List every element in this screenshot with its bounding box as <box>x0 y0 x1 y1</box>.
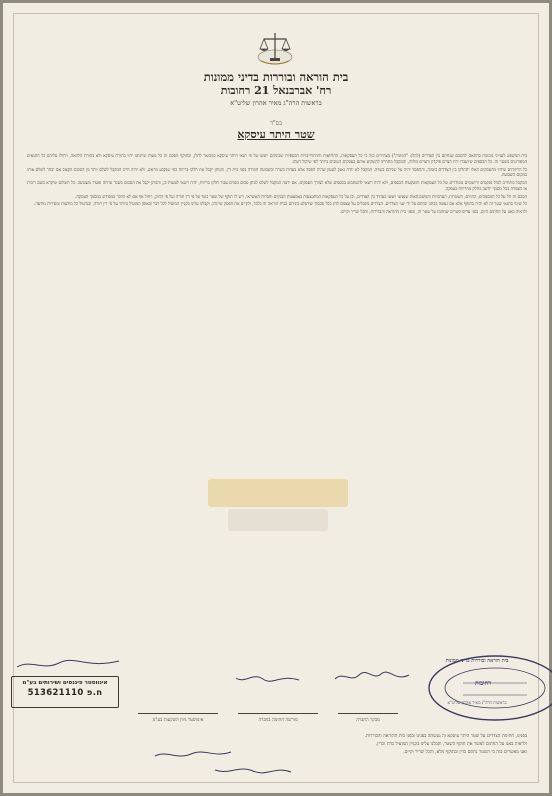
bsd-mark: בס"ד <box>270 120 282 127</box>
body-paragraph: המקבל מתחייב לנהל פנקסים ורישומים מסודרים של כל העסקאות והשקעות הכספים, ולא יהיה רשאי להשתמש בכספים שלא לצורך העסקים. אם ירצה המקבל לשלם לנותן סכום מסוים עבור חלקו בריווח, יהיה רשאי לעשות כן, והנותן יקבל את הסכום כשכר טרחה ופטור משבועה. כל תשלום שיקרא בשם ריבית או הצמדה בכל מסמך יחשב כחלק מהריווח בעסקה. <box>27 180 527 191</box>
stamp-company-number: ח.פ 513621110 <box>27 688 103 698</box>
footer-line: בפנינו, חתימת הצדדים על שטר היתר עיסקא זה נעשתה בפנינו ובפני בית ההוראה והבוררות. <box>364 734 527 739</box>
signature-label: אינווסטר גיוון השקעות בע"מ <box>152 718 204 723</box>
body-paragraph: כל שינוי בתנאי שטר זה לא יהיה בתוקף אלא אם נעשה בכתב ונחתם על ידי שני הצדדים. הצדדים מקבלים על עצמם לדון בכל סכסוך שיתגלע ביניהם בבית הוראה זה בלבד, ולקיים את הפסק שיינתן. וקבלנו עלינו בקניין המועיל לכל דבר ובאופן המועיל ביותר על פי דין תורה, ובביטול כל מודעות ומסירות מודעה. <box>34 201 527 207</box>
document-page <box>3 3 549 793</box>
signature-line <box>138 713 218 714</box>
stamp-city: רחובות <box>474 680 492 687</box>
stamp-outer-text: בית הוראה ובוררות בדיני ממונות <box>445 658 509 664</box>
body-paragraph: כל הריווחים שיהיו מהעסקים האלו יתחלקו בין הצדדים בשווה, וההפסד יהיה על שניהם בשווה. המקבל לא יהיה נאמן לטעון שהיה הפסד אלא בעדות כשרה ובשבועה חמורה בפני בית דין, והנותן יקבל את חלקו בריווח כפי שנקבע מראש, ולא יהיה חייב המקבל לשלם יותר מן הסכום הקצוב אם יבחר לשלם אותו במקום השבועה. <box>27 166 527 178</box>
signature-line <box>238 713 318 714</box>
stamp-company-name: אינווסטר פיננסים ושירותים בע"מ <box>22 680 108 686</box>
stamp-leadership: בראשות הרה"ג מאיר אהרון שליט"א <box>447 700 507 705</box>
document-title: שטר היתר עיסקא <box>237 128 315 141</box>
scales-logo-icon <box>257 29 293 69</box>
document-body <box>27 153 527 643</box>
footer-line: ולראיה באנו על החתום לאשר את תוקף השטר, וקבלנו עלינו בקניין המועיל כדת וכדין. <box>375 742 527 747</box>
footer-line: ואנו מאשרים בזה כי השטר נחתם כדין ובתוקף מלא, והכל שריר וקיים. <box>403 750 527 755</box>
body-paragraph: הסכם זה חל על כל המסמכים, החוזים, השטרות, הערבויות והמשכנתאות שנעשו ויעשו בעתיד בין הצדדים, וכן על כל העסקאות המתבצעות באמצעות הבנקים וחברות האשראי, ויש לו תוקף של שטר כשר על פי דין תורה ועל פי החוק, ויחול אף אם לא הוזכר במפורש במסמך העסקה. <box>75 193 527 199</box>
org-address: רח' אברבנאל 21 רחובות <box>220 84 332 97</box>
company-stamp <box>11 676 119 708</box>
body-paragraph: בית המשפט לענייני ממונות בהתאם להסכם שנחתם בין הצדדים (להלן: "המזמין") מצהירים בזה כי כל העסקאות, ההלוואות וההתחייבויות הכספיות שביניהם ייעשו על פי תנאי היתר עיסקא כמבואר להלן, ובתוקף הסכם זה כל מעות שיינתנו יהיו בתורת עיסקא ולא בתורת הלוואה, ויחולו עליהם כל התנאים המפורטים בשטר זה. כל הכספים שיועברו יהיו חציים פיקדון וחציים מלווה, והמקבל מתחייב להשקיע אותם בעסקים הטובים ביותר לפי שיקול דעתו. <box>27 153 527 164</box>
signature-label: מבקר החברה <box>356 718 380 723</box>
org-name: בית הוראה ובוררות בדיני ממונות <box>203 70 349 84</box>
body-paragraph: ולראיה באנו על החתום היום, בפני עדים כשרים שחתמו על שטר זה, ובפני בית ההוראה והבוררות, והכל שריר וקיים. <box>340 209 527 214</box>
witness-footer <box>27 733 527 757</box>
org-leadership: בראשות הרה"ג מאיר אהרון שליט"א <box>230 99 322 107</box>
signature-line <box>338 713 398 714</box>
signature-label: מורשה חתימה בחברה <box>258 718 298 723</box>
